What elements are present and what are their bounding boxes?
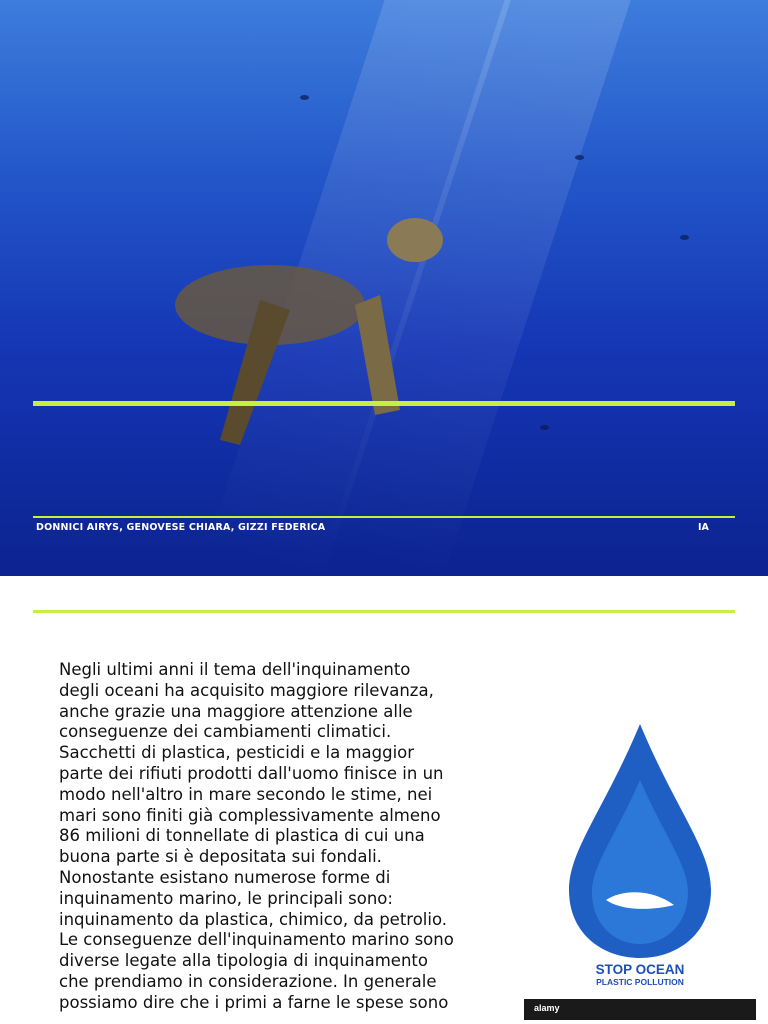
poster-subtitle: PLASTIC POLLUTION: [596, 977, 684, 987]
article-line: inquinamento marino, le principali sono:: [59, 888, 393, 908]
article-line: diverse legate alla tipologia di inquinamento: [59, 951, 428, 971]
hero-accent-rule: [33, 401, 735, 406]
article-line: degli oceani ha acquisito maggiore rilevanza,: [59, 680, 434, 700]
article-line: anche grazie una maggiore attenzione alle: [59, 701, 413, 721]
authors-line: DONNICI AIRYS, GENOVESE CHIARA, GIZZI FEDERICA: [36, 522, 326, 533]
fish: [575, 155, 584, 160]
article-line: che prendiamo in considerazione. In generale: [59, 971, 437, 991]
article-line: inquinamento da plastica, chimico, da petrolio.: [59, 909, 448, 929]
alamy-logo: alamy: [534, 1003, 560, 1013]
section-divider: [33, 610, 735, 613]
hero-footer-rule: [33, 516, 735, 518]
poster-title: STOP OCEAN: [595, 962, 685, 977]
fish: [540, 425, 549, 430]
stop-ocean-poster: [524, 700, 756, 1020]
watermark-bar: [524, 999, 756, 1020]
article-text: [59, 660, 499, 1014]
article-line: Nonostante esistano numerose forme di: [59, 867, 391, 887]
water-drop-illustration: [524, 700, 756, 960]
article-line: Sacchetti di plastica, pesticidi e la maggior: [59, 743, 415, 763]
article-line: 86 milioni di tonnellate di plastica di cui una: [59, 826, 425, 846]
article-line: possiamo dire che i primi a farne le spese sono: [59, 992, 449, 1012]
article-line: Negli ultimi anni il tema dell'inquinamento: [59, 660, 411, 679]
article-line: Le conseguenze dell'inquinamento marino sono: [59, 930, 454, 950]
section-tag: IA: [698, 522, 709, 533]
article-line: conseguenze dei cambiamenti climatici.: [59, 722, 392, 742]
article-line: parte dei rifiuti prodotti dall'uomo finisce in un: [59, 763, 444, 783]
article-line: buona parte si è depositata sui fondali.: [59, 847, 382, 867]
sea-turtle: [150, 210, 450, 450]
article-line: modo nell'altro in mare secondo le stime, nei: [59, 784, 433, 804]
fish: [680, 235, 689, 240]
fish: [300, 95, 309, 100]
article-line: mari sono finiti già complessivamente almeno: [59, 805, 441, 825]
